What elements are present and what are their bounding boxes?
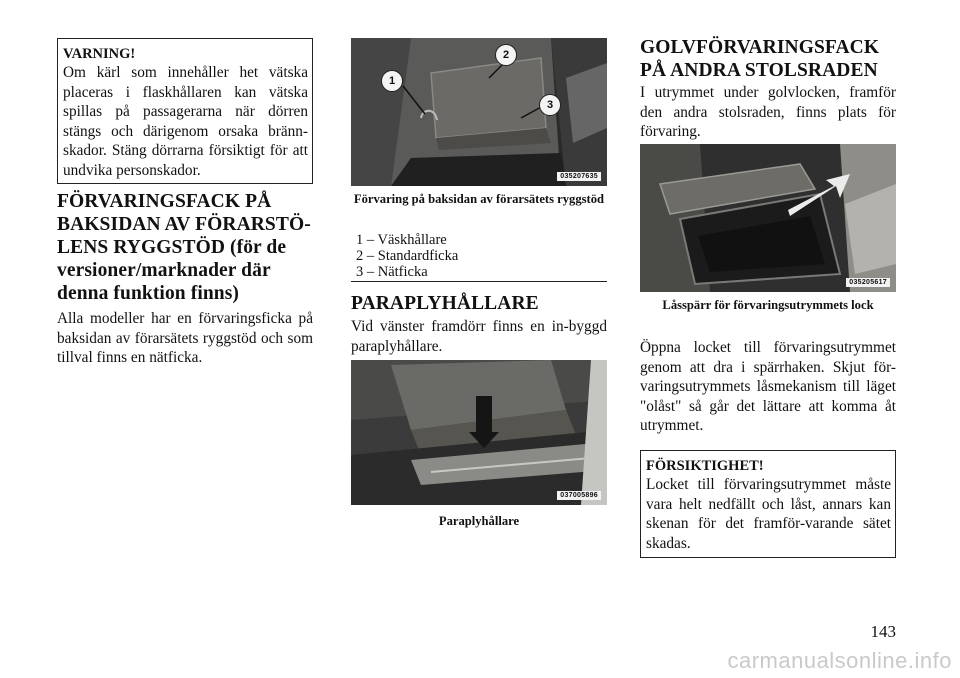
- legend-divider: [351, 281, 607, 282]
- section1-body: Alla modeller har en förvaringsficka på baksidan av förarsätets ryggstöd och som tillval finns en nätficka.: [57, 310, 313, 366]
- heading-line: versioner/marknader där: [57, 260, 271, 281]
- floor-storage-illustration: [640, 144, 896, 292]
- callout-1: 1: [381, 70, 403, 92]
- section3b-body: Öppna locket till förvaringsutrymmet genom att dra i spärrhaken. Skjut för-varingsutrymmets låsmekanism till läget "olåst" så går det lättare att komma åt utrymmet.: [640, 339, 896, 434]
- warning-text: Om kärl som innehåller het vätska placeras i flaskhållaren kan vätska spillas på passagerarna när dörren stängs och därigenom orsaka bränn-skador. Stäng dörrarna försiktigt för att undvika personskador.: [63, 64, 308, 179]
- caution-box: [640, 450, 896, 558]
- callout-2: 2: [495, 44, 517, 66]
- section3-body: I utrymmet under golvlocken, framför den andra stolsraden, finns plats för förvaring.: [640, 84, 896, 140]
- heading-line: denna funktion finns): [57, 283, 240, 304]
- heading-line: PÅ ANDRA STOLSRADEN: [640, 60, 878, 81]
- heading-line: BAKSIDAN AV FÖRARSTÖ-: [57, 214, 311, 235]
- caution-title: FÖRSIKTIGHET!: [646, 458, 764, 474]
- section-heading-umbrella: PARAPLYHÅLLARE: [351, 293, 539, 314]
- heading-line: GOLVFÖRVARINGSFACK: [640, 37, 880, 58]
- warning-title: VARNING!: [63, 46, 136, 62]
- section-heading-floor-storage: [640, 36, 902, 82]
- heading-line: FÖRVARINGSFACK PÅ: [57, 191, 272, 212]
- legend-item: 3 – Nätficka: [356, 264, 428, 280]
- seatback-illustration: [351, 38, 607, 186]
- figure-code: 035207635: [557, 172, 601, 181]
- floor-storage-photo: [640, 144, 896, 292]
- figure3-caption: Låsspärr för förvaringsutrymmets lock: [662, 298, 874, 312]
- seatback-storage-photo: [351, 38, 607, 186]
- figure-code: 035205617: [846, 278, 890, 287]
- legend-item: 2 – Standardficka: [356, 248, 459, 264]
- warning-box: [57, 38, 313, 184]
- umbrella-illustration: [351, 360, 607, 505]
- figure-code: 037005896: [557, 491, 601, 500]
- heading-line: LENS RYGGSTÖD (för de: [57, 237, 287, 258]
- page-number: 143: [870, 622, 896, 641]
- callout-3: 3: [539, 94, 561, 116]
- section2-body: Vid vänster framdörr finns en in-byggd paraplyhållare.: [351, 318, 607, 355]
- legend-item: 1 – Väskhållare: [356, 232, 447, 248]
- caution-text: Locket till förvaringsutrymmet måste vara helt nedfällt och låst, annars kan skenan för det framför-varande sätet skadas.: [646, 476, 891, 552]
- umbrella-holder-photo: [351, 360, 607, 505]
- figure1-caption: Förvaring på baksidan av förarsätets ryggstöd: [353, 192, 605, 206]
- watermark: carmanualsonline.info: [727, 648, 952, 673]
- section-heading-backrest-storage: [57, 190, 319, 305]
- figure2-caption: Paraplyhållare: [438, 514, 520, 528]
